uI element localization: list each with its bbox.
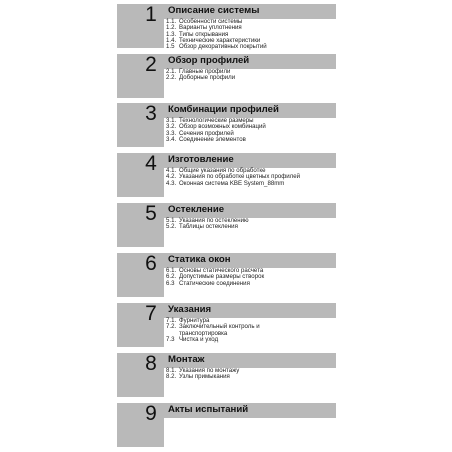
section-number-block xyxy=(117,403,164,447)
section-number: 2 xyxy=(145,53,157,76)
section-number: 4 xyxy=(145,152,157,175)
item-text: Указания по остеклению xyxy=(179,217,249,224)
section-number: 8 xyxy=(145,352,157,375)
section-title-bar xyxy=(164,153,336,168)
item-number: 2.2. xyxy=(166,74,177,82)
item-number: 1.5 xyxy=(166,43,175,51)
item-text: Главные профили xyxy=(179,68,231,75)
section-number: 3 xyxy=(145,102,157,125)
item-text: Варианты уплотнения xyxy=(179,24,242,32)
toc-section-9 xyxy=(117,403,336,447)
item-text: Общие указания по обработке xyxy=(179,167,266,174)
item-text: Допустимые размеры створок xyxy=(179,273,265,281)
toc-section-7 xyxy=(117,303,336,347)
item-text: Узлы примыкания xyxy=(179,373,230,381)
section-number-block xyxy=(117,54,164,98)
section-title-bar xyxy=(164,203,336,218)
item-text: Технические характеристики xyxy=(179,36,261,44)
list-item xyxy=(166,224,336,230)
section-title: Статика окон xyxy=(168,254,231,265)
section-number-block xyxy=(117,103,164,147)
item-text: Обзор возможных комбинаций xyxy=(179,123,266,131)
section-title: Изготовление xyxy=(168,154,234,165)
item-number: 3.1. xyxy=(166,117,177,124)
section-title-bar xyxy=(164,4,336,19)
section-title: Монтаж xyxy=(168,354,205,365)
item-number: 7.2. xyxy=(166,323,177,331)
item-number: 4.1. xyxy=(166,167,177,174)
section-title-bar xyxy=(164,103,336,118)
section-number: 5 xyxy=(145,202,157,225)
list-item xyxy=(166,324,336,337)
item-number: 7.3 xyxy=(166,335,175,343)
section-title: Указания xyxy=(168,304,212,315)
toc-section-1 xyxy=(117,3,336,51)
section-items xyxy=(166,218,336,231)
section-title: Обзор профилей xyxy=(168,55,250,66)
section-title-bar xyxy=(164,54,336,69)
section-items xyxy=(166,19,336,50)
item-number: 6.1. xyxy=(166,267,177,274)
section-items xyxy=(166,69,336,82)
list-item xyxy=(166,281,336,287)
item-text: Заключительный контроль и транспортировка xyxy=(179,323,260,337)
section-items xyxy=(166,368,336,381)
item-number: 5.2. xyxy=(166,223,177,231)
item-text: Обзор декоративных покрытий xyxy=(179,43,267,51)
item-number: 3.3. xyxy=(166,129,177,137)
toc-section-6 xyxy=(117,253,336,297)
item-text: Типы открывания xyxy=(179,30,229,38)
item-number: 4.3. xyxy=(166,179,177,187)
list-item xyxy=(166,75,336,81)
section-number-block xyxy=(117,203,164,247)
toc-section-8 xyxy=(117,353,336,397)
section-title: Описание системы xyxy=(168,5,260,16)
section-title-bar xyxy=(164,403,336,418)
section-items xyxy=(166,268,336,287)
item-number: 7.1. xyxy=(166,317,177,324)
item-number: 6.3 xyxy=(166,279,175,287)
item-number: 2.1. xyxy=(166,68,177,75)
section-title: Остекление xyxy=(168,204,225,215)
section-number: 6 xyxy=(145,252,157,275)
section-number-block xyxy=(117,253,164,297)
item-number: 1.3. xyxy=(166,30,177,38)
section-items xyxy=(166,168,336,187)
item-text: Особенности системы xyxy=(179,18,243,25)
list-item xyxy=(166,137,336,143)
section-items xyxy=(166,118,336,143)
item-number: 3.2. xyxy=(166,123,177,131)
item-number: 5.1. xyxy=(166,217,177,224)
item-number: 3.4. xyxy=(166,135,177,143)
item-number: 8.1. xyxy=(166,367,177,374)
item-text: Доборные профили xyxy=(179,74,236,82)
item-number: 1.1. xyxy=(166,18,177,25)
item-text: Таблицы остекления xyxy=(179,223,238,231)
section-number-block xyxy=(117,353,164,397)
item-number: 4.2. xyxy=(166,173,177,181)
section-number: 7 xyxy=(145,302,157,325)
item-text: Фурнитура xyxy=(179,317,210,324)
toc-section-3 xyxy=(117,103,336,147)
list-item xyxy=(166,337,336,343)
item-text: Соединение элементов xyxy=(179,135,246,143)
section-title-bar xyxy=(164,353,336,368)
section-title-bar xyxy=(164,303,336,318)
item-text: Указания по обработке цветных профилей xyxy=(179,173,301,181)
item-text: Статические соединения xyxy=(179,279,250,287)
item-text: Сечения профилей xyxy=(179,129,234,137)
section-title: Комбинации профилей xyxy=(168,104,279,115)
item-text: Чистка и уход xyxy=(179,335,219,343)
list-item xyxy=(166,181,336,187)
item-number: 6.2. xyxy=(166,273,177,281)
section-number-block xyxy=(117,303,164,347)
item-number: 8.2. xyxy=(166,373,177,381)
section-items xyxy=(166,318,336,343)
section-title-bar xyxy=(164,253,336,268)
list-item xyxy=(166,44,336,50)
section-title: Акты испытаний xyxy=(168,404,249,415)
section-number: 9 xyxy=(145,402,157,425)
item-number: 1.2. xyxy=(166,24,177,32)
toc-section-4 xyxy=(117,153,336,197)
item-text: Основы статического расчета xyxy=(179,267,264,274)
section-number-block xyxy=(117,153,164,197)
item-text: Указания по монтажу xyxy=(179,367,240,374)
item-text: Технологические размеры xyxy=(179,117,254,124)
toc-section-5 xyxy=(117,203,336,247)
section-number: 1 xyxy=(145,3,157,26)
list-item xyxy=(166,374,336,380)
item-number: 1.4. xyxy=(166,36,177,44)
section-number-block xyxy=(117,4,164,48)
item-text: Оконная система KBE System_88mm xyxy=(179,179,285,187)
toc-section-2 xyxy=(117,54,336,98)
